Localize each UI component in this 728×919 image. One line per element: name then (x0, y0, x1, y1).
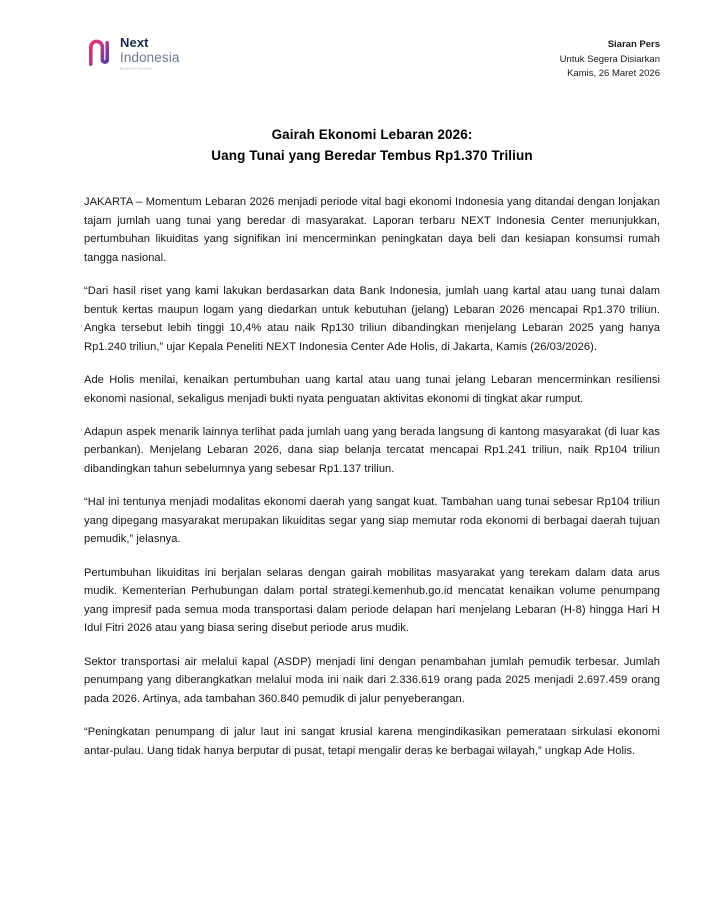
body-paragraph: Sektor transportasi air melalui kapal (ASDP) menjadi lini dengan penambahan jumlah pemudik terbesar. Jumlah penumpang yang diberangkatkan melalui moda ini naik dari 2.336.619 orang pada 2025 menjadi 2.697.459 orang pada 2026. Artinya, ada tambahan 360.840 pemudik di jalur penyeberangan. (84, 655, 660, 705)
body-paragraph: “Dari hasil riset yang kami lakukan berdasarkan data Bank Indonesia, jumlah uang kartal atau uang tunai dalam bentuk kertas maupun logam yang diedarkan untuk kebutuhan (jelang) Lebaran 2026 mencapai Rp1.370 triliun. Angka tersebut lebih tinggi 10,4% atau naik Rp130 triliun dibandingkan menjelang Lebaran 2025 yang hanya Rp1.240 triliun,” ujar Kepala Peneliti NEXT Indonesia Center Ade Holis, di Jakarta, Kamis (26/03/2026). (84, 285, 660, 353)
next-indonesia-n-monogram-icon (84, 38, 115, 69)
body-paragraph: Pertumbuhan likuiditas ini berjalan selaras dengan gairah mobilitas masyarakat yang terekam dalam data arus mudik. Kementerian Perhubungan dalam portal strategi.kemenhub.go.id mencatat kenaikan volume penumpang yang impresif pada semua moda transportasi dalam periode delapan hari menjelang Lebaran (H-8) hingga Hari H Idul Fitri 2026 atau yang biasa sering disebut periode arus mudik. (84, 566, 660, 635)
page-title-line-2: Uang Tunai yang Beredar Tembus Rp1.370 Triliun (211, 147, 533, 163)
brand-name-indonesia: Indonesia (120, 49, 180, 65)
brand-tagline: Research & Consultant (120, 66, 152, 71)
body-paragraph: Adapun aspek menarik lainnya terlihat pada jumlah uang yang berada langsung di kantong masyarakat (di luar kas perbankan). Menjelang Lebaran 2026, dana siap belanja tercatat mencapai Rp1.241 triliun, naik Rp104 triliun dibandingkan tahun sebelumnya yang sebesar Rp1.137 triliun. (84, 425, 660, 476)
page-title-line-1: Gairah Ekonomi Lebaran 2026: (271, 127, 473, 142)
body-paragraph: Ade Holis menilai, kenaikan pertumbuhan uang kartal atau uang tunai jelang Lebaran mencerminkan resiliensi ekonomi nasional, sekaligus menjadi bukti nyata penguatan aktivitas ekonomi di tingkat akar rumput. (84, 374, 660, 405)
header-meta-block (560, 30, 660, 82)
press-release-label: Siaran Pers (607, 39, 660, 50)
body-paragraph: JAKARTA – Momentum Lebaran 2026 menjadi periode vital bagi ekonomi Indonesia yang ditandai dengan lonjakan tajam jumlah uang tunai yang beredar di masyarakat. Laporan terbaru NEXT Indonesia Center menunjukkan, pertumbuhan likuiditas yang signifikan ini mencerminkan peningkatan daya beli dan kesiapan konsumsi rumah tangga nasional. (84, 196, 660, 264)
body-paragraph: “Hal ini tentunya menjadi modalitas ekonomi daerah yang sangat kuat. Tambahan uang tunai sebesar Rp104 triliun yang dipegang masyarakat merupakan likuiditas segar yang siap memutar roda ekonomi di berbagai daerah tujuan pemudik,” jelasnya. (84, 496, 660, 546)
release-note: Untuk Segera Disiarkan (559, 53, 660, 65)
body-paragraph: “Peningkatan penumpang di jalur laut ini sangat krusial karena mengindikasikan pemerataan sirkulasi ekonomi antar-pulau. Uang tidak hanya berputar di pusat, tetapi mengalir deras ke berbagai wilayah,” ungkap Ade Holis. (84, 725, 660, 757)
release-date: Kamis, 26 Maret 2026 (567, 68, 660, 80)
document-header (84, 30, 660, 92)
brand-wordmark (120, 36, 179, 70)
document-body (84, 193, 660, 760)
brand-logo (84, 30, 179, 70)
brand-name-next: Next (120, 35, 149, 50)
page-title (84, 125, 660, 166)
